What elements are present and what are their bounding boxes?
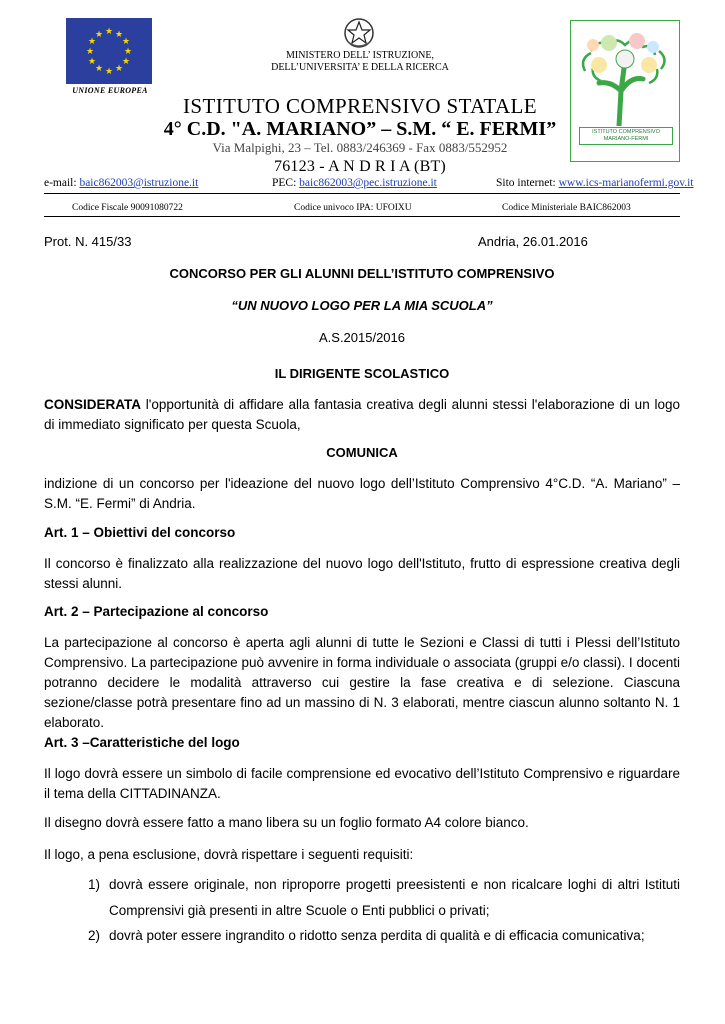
institute-title: ISTITUTO COMPRENSIVO STATALE xyxy=(183,94,537,118)
website-contact: Sito internet: www.ics-marianofermi.gov.it xyxy=(496,177,694,189)
school-year: A.S.2015/2016 xyxy=(318,330,406,345)
pec-contact: PEC: baic862003@pec.istruzione.it xyxy=(272,177,437,189)
list-item-number: 1) xyxy=(88,877,101,892)
codice-ipa: Codice univoco IPA: UFOIXU xyxy=(294,203,412,213)
italian-republic-emblem-icon xyxy=(342,16,376,50)
list-item xyxy=(88,872,680,924)
codice-ministeriale: Codice Ministeriale BAIC862003 xyxy=(502,203,631,213)
website-link[interactable]: www.ics-marianofermi.gov.it xyxy=(558,177,694,189)
codice-fiscale: Codice Fiscale 90091080722 xyxy=(72,203,183,213)
institute-city: 76123 - A N D R I A (BT) xyxy=(274,158,446,175)
list-item-number: 2) xyxy=(88,928,101,943)
codes-row xyxy=(44,203,680,215)
art3-heading: Art. 3 –Caratteristiche del logo xyxy=(44,735,240,750)
svg-text:★: ★ xyxy=(121,57,131,67)
svg-text:★: ★ xyxy=(94,64,104,74)
comunica-heading: COMUNICA xyxy=(326,445,398,460)
art3-paragraph-2: Il disegno dovrà essere fatto a mano libera su un foglio formato A4 colore bianco. xyxy=(44,815,529,830)
issuer-heading: IL DIRIGENTE SCOLASTICO xyxy=(274,366,450,381)
header-divider-top xyxy=(44,193,680,194)
email-contact: e-mail: baic862003@istruzione.it xyxy=(44,177,199,189)
svg-text:★: ★ xyxy=(94,30,104,40)
svg-text:★: ★ xyxy=(104,67,114,77)
ministry-line-1: MINISTERO DELL’ ISTRUZIONE, xyxy=(285,50,435,61)
school-tree-logo xyxy=(570,20,680,162)
art2-heading: Art. 2 – Partecipazione al concorso xyxy=(44,604,269,619)
header-divider-bottom xyxy=(44,216,680,217)
eu-label: UNIONE EUROPEA xyxy=(72,86,148,95)
considerata-paragraph xyxy=(44,395,680,435)
protocol-number: Prot. N. 415/33 xyxy=(44,234,132,249)
art3-paragraph-3: Il logo, a pena esclusione, dovrà rispettare i seguenti requisiti: xyxy=(44,847,414,862)
ministry-line-2: DELL’UNIVERSITA’ E DELLA RICERCA xyxy=(271,62,449,73)
art1-paragraph: Il concorso è finalizzato alla realizzazione del nuovo logo dell'Istituto, frutto di espressione creativa degli stessi alunni. xyxy=(44,556,680,591)
list-item xyxy=(88,923,680,949)
document-date: Andria, 26.01.2016 xyxy=(478,234,588,249)
svg-text:★: ★ xyxy=(121,37,131,47)
institute-subtitle: 4° C.D. "A. MARIANO” – S.M. “ E. FERMI” xyxy=(163,118,557,140)
svg-text:★: ★ xyxy=(85,47,95,57)
list-item-text: dovrà poter essere ingrandito o ridotto senza perdita di qualità e di efficacia comunicativa; xyxy=(109,928,645,943)
pec-link[interactable]: baic862003@pec.istruzione.it xyxy=(299,177,437,189)
ministry-name xyxy=(200,50,520,74)
contact-row xyxy=(44,177,694,191)
institute-address: Via Malpighi, 23 – Tel. 0883/246369 - Fax 0883/552952 xyxy=(212,140,508,155)
considerata-label: CONSIDERATA xyxy=(44,397,141,412)
school-logo-caption: ISTITUTO COMPRENSIVO MARIANO-FERMI xyxy=(579,127,673,145)
comunica-paragraph: indizione di un concorso per l'ideazione del nuovo logo dell’Istituto Comprensivo 4°C.D. “A. Mariano” – S.M. “E. Fermi” di Andria. xyxy=(44,476,680,511)
svg-text:★: ★ xyxy=(114,30,124,40)
eu-flag-logo xyxy=(66,18,152,84)
email-link[interactable]: baic862003@istruzione.it xyxy=(79,177,199,189)
svg-text:★: ★ xyxy=(114,64,124,74)
document-title: CONCORSO PER GLI ALUNNI DELL’ISTITUTO COMPRENSIVO xyxy=(169,266,555,281)
considerata-text: l'opportunità di affidare alla fantasia creativa degli alunni stessi l'elaborazione di un logo di immediato significato per questa Scuola, xyxy=(44,397,680,432)
list-item-text: dovrà essere originale, non riproporre progetti preesistenti e non ricalcare loghi di altri Istituti Comprensivi già presenti in altre Scuole o Enti pubblici o privati; xyxy=(109,877,680,918)
art1-heading: Art. 1 – Obiettivi del concorso xyxy=(44,525,236,540)
document-subtitle: “UN NUOVO LOGO PER LA MIA SCUOLA” xyxy=(231,298,493,313)
svg-text:★: ★ xyxy=(87,37,97,47)
svg-text:★: ★ xyxy=(123,47,133,57)
eu-stars-icon xyxy=(66,18,152,84)
art2-paragraph: La partecipazione al concorso è aperta agli alunni di tutte le Sezioni e Classi di tutti i Plessi dell’Istituto Comprensivo. La partecipazione può avvenire in forma individuale o associata (gruppi e/o classi). I docenti potranno decidere le modalità attraverso cui gestire la fase creativa e di selezione. Ciascuna sezione/classe potrà presentare fino ad un massino di N. 3 elaborati, mentre ciascun alunno soltanto N. 1 elaborato. xyxy=(44,635,680,730)
svg-text:★: ★ xyxy=(104,27,114,37)
tree-icon xyxy=(571,21,678,126)
art3-paragraph-1: Il logo dovrà essere un simbolo di facile comprensione ed evocativo dell’Istituto Comprensivo e riguardare il tema della CITTADINANZA. xyxy=(44,766,680,801)
svg-text:★: ★ xyxy=(87,57,97,67)
